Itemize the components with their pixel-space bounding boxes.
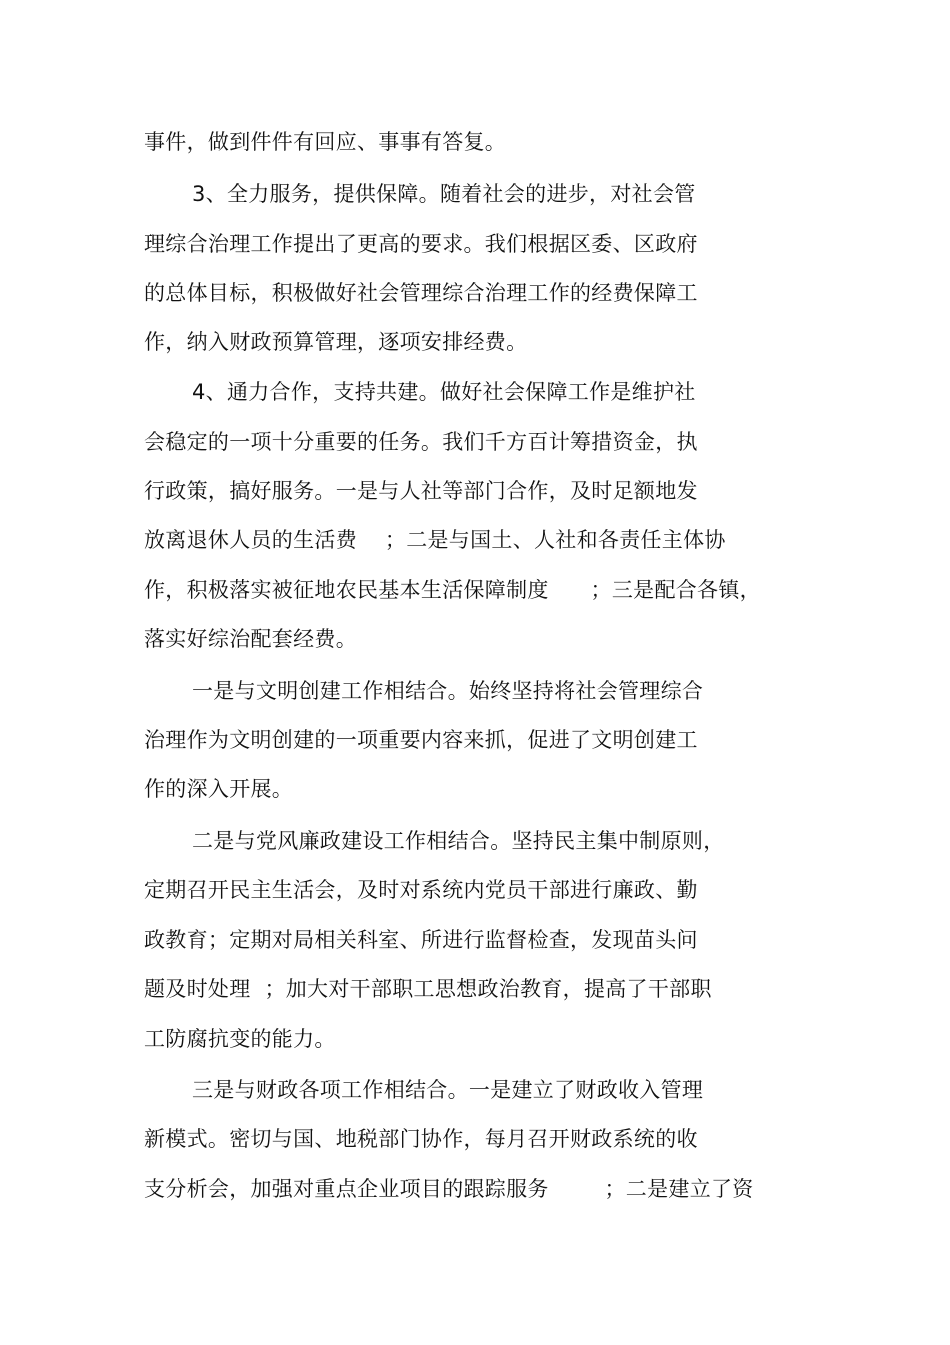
text-line: 理综合治理工作提出了更高的要求。我们根据区委、区政府 [144, 232, 698, 256]
text-line: 政教育；定期对局相关科室、所进行监督检查，发现苗头问 [144, 928, 698, 952]
text-line: 支分析会，加强对重点企业项目的跟踪服务 ；二是建立了资 [144, 1177, 754, 1201]
text-line: 二是与党风廉政建设工作相结合。坚持民主集中制原则， [192, 829, 725, 853]
text-line: 三是与财政各项工作相结合。一是建立了财政收入管理 [192, 1078, 704, 1102]
text-line: 工防腐抗变的能力。 [144, 1027, 336, 1051]
text-line: 作的深入开展。 [144, 777, 294, 801]
text-line: 落实好综治配套经费。 [144, 627, 357, 651]
text-line: 作，纳入财政预算管理，逐项安排经费。 [144, 330, 528, 354]
text-line: 作，积极落实被征地农民基本生活保障制度 ；三是配合各镇， [144, 578, 761, 602]
text-line: 治理作为文明创建的一项重要内容来抓，促进了文明创建工 [144, 728, 698, 752]
text-line: 3、全力服务，提供保障。随着社会的进步，对社会管 [192, 182, 696, 206]
text-line: 新模式。密切与国、地税部门协作，每月召开财政系统的收 [144, 1127, 698, 1151]
text-line: 定期召开民主生活会，及时对系统内党员干部进行廉政、勤 [144, 878, 698, 902]
text-line: 放离退休人员的生活费 ；二是与国土、人社和各责任主体协 [144, 528, 726, 552]
text-line: 4、通力合作，支持共建。做好社会保障工作是维护社 [192, 380, 696, 404]
text-line: 的总体目标，积极做好社会管理综合治理工作的经费保障工 [144, 281, 698, 305]
text-line: 会稳定的一项十分重要的任务。我们千方百计筹措资金，执 [144, 430, 698, 454]
text-line: 行政策，搞好服务。一是与人社等部门合作，及时足额地发 [144, 479, 698, 503]
text-line: 事件，做到件件有回应、事事有答复。 [144, 130, 507, 154]
text-line: 一是与文明创建工作相结合。始终坚持将社会管理综合 [192, 679, 704, 703]
text-line: 题及时处理 ；加大对干部职工思想政治教育，提高了干部职 [144, 977, 712, 1001]
